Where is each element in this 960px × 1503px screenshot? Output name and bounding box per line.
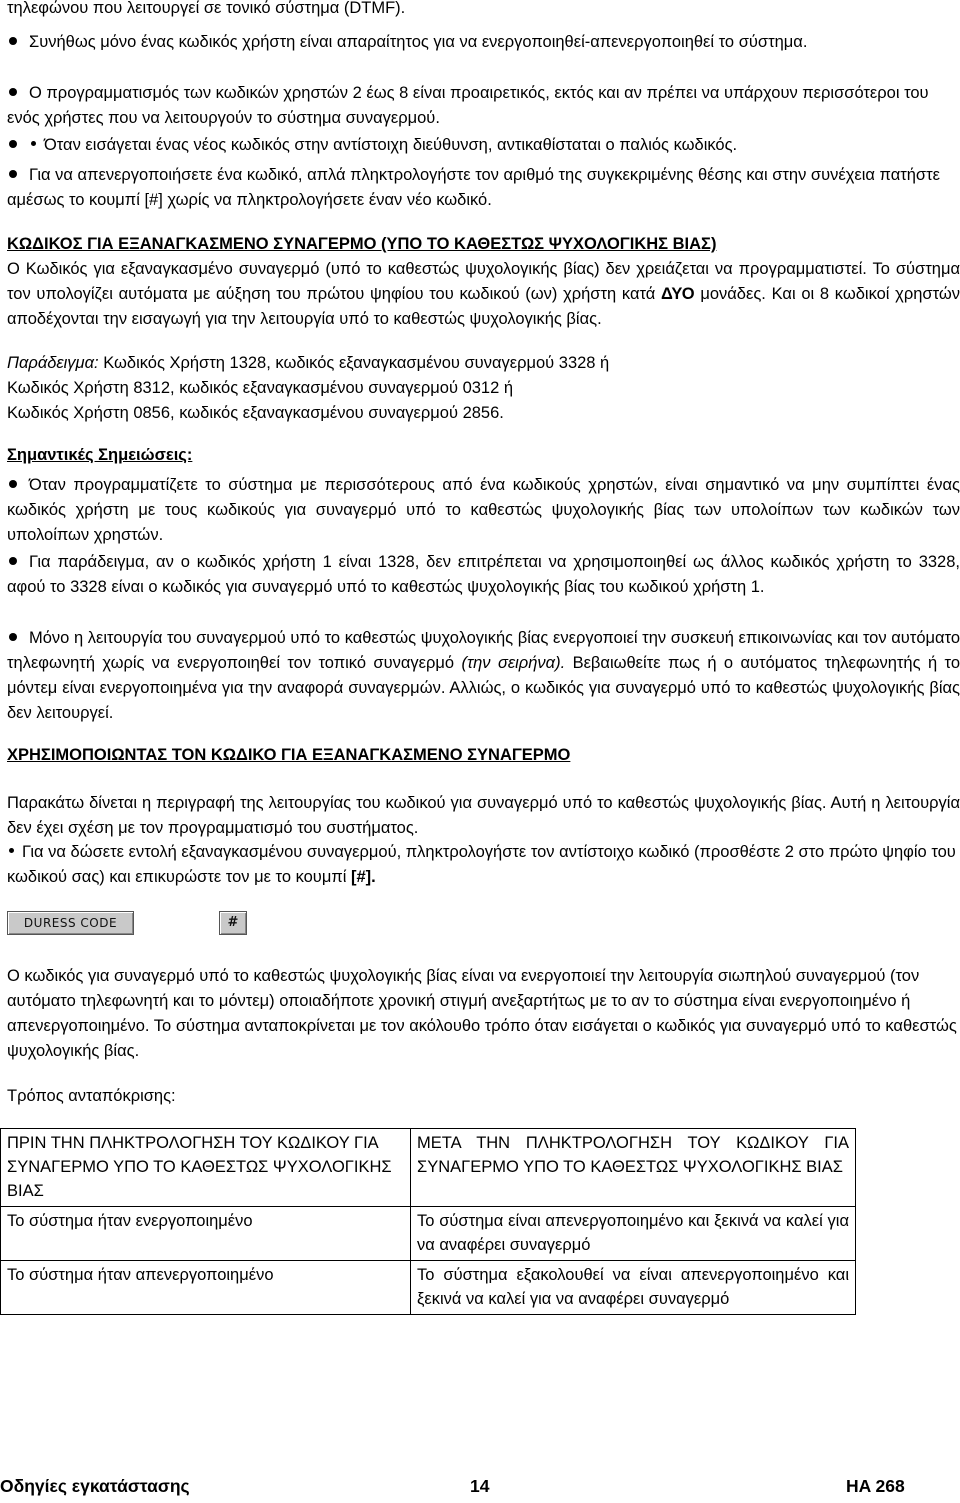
bullet-duress-command: Για να δώσετε εντολή εξαναγκασμένου συναγερμού, πληκτρολογήστε τον αντίστοιχο κωδικό (προσθέστε 2 στο πρώτο ψηφίο του κωδικού σας) και επικυρώστε τον με το κουμπί [#]. [7,843,956,886]
bullet-icon [9,633,17,641]
keypad-sequence [7,911,247,935]
table-cell: Το σύστημα ήταν ενεργοποιημένο [1,1207,411,1261]
table-header-after: ΜΕΤΑ ΤΗΝ ΠΛΗΚΤΡΟΛΟΓΗΣΗ ΤΟΥ ΚΩΔΙΚΟΥ ΓΙΑ ΣΥΝΑΓΕΡΜΟ ΥΠΟ ΤΟ ΚΑΘΕΣΤΩΣ ΨΥΧΟΛΟΓΙΚΗΣ ΒΙΑΣ [411,1129,856,1207]
bullet-icon [9,88,17,96]
page-number: 14 [470,1476,490,1496]
table-row [1,1207,856,1261]
label-response-mode: Τρόπος ανταπόκρισης: [7,1087,176,1105]
bullet-icon [9,170,17,178]
table-cell: Το σύστημα είναι απενεργοποιημένο και ξεκινά να καλεί για να αναφέρει συναγερμό [411,1207,856,1261]
examples: Παράδειγμα: Κωδικός Χρήστη 1328, κωδικός εξαναγκασμένου συναγερμού 3328 ή Κωδικός Χρήστη 8312, κωδικός εξαναγκασμένου συναγερμού 0312 ή Κωδικός Χρήστη 0856, κωδικός εξαναγκασμένου συναγερμού 2856. [7,354,610,422]
table-cell: Το σύστημα εξακολουθεί να είναι απενεργοποιημένο και ξεκινά να καλεί για να αναφέρει συναγερμό [411,1261,856,1315]
bullet-optional-codes: Ο προγραμματισμός των κωδικών χρηστών 2 έως 8 είναι προαιρετικός, εκτός και αν πρέπει να υπάρχουν περισσότεροι του ενός χρήστες που να λειτουργούν το σύστημα συναγερμού. [7,84,929,127]
note-overlap: Όταν προγραμματίζετε το σύστημα με περισσότερους από ένα κωδικούς χρηστών, είναι σημαντικό να μην συμπίπτει ένας κωδικός χρήστη με τους κωδικούς για συναγερμό υπό το καθεστώς ψυχολογικής βίας των υπολοίπων των κωδικών των υπολοίπων χρηστών. [7,476,960,544]
bullet-icon [9,37,17,45]
table-row [1,1129,856,1207]
bullet-small-icon [9,848,14,853]
response-table [0,1128,856,1315]
table-header-before: ΠΡΙΝ ΤΗΝ ΠΛΗΚΤΡΟΛΟΓΗΣΗ ΤΟΥ ΚΩΔΙΚΟΥ ΓΙΑ ΣΥΝΑΓΕΡΜΟ ΥΠΟ ΤΟ ΚΑΘΕΣΤΩΣ ΨΥΧΟΛΟΓΙΚΗΣ ΒΙΑΣ [1,1129,411,1207]
duress-code-key: DURESS CODE [7,911,134,935]
bullet-icon [9,557,17,565]
heading-using-duress-code: ΧΡΗΣΙΜΟΠΟΙΩΝΤΑΣ ΤΟΝ ΚΩΔΙΚΟ ΓΙΑ ΕΞΑΝΑΓΚΑΣΜΕΝΟ ΣΥΝΑΓΕΡΜΟ [7,746,571,764]
footer-model: HA 268 [846,1476,905,1496]
bullet-replace-code: Όταν εισάγεται ένας νέος κωδικός στην αντίστοιχη διεύθυνση, αντικαθίσταται ο παλιός κωδικός. [7,133,960,158]
heading-important-notes: Σημαντικές Σημειώσεις: [7,446,193,464]
note-example: Για παράδειγμα, αν ο κωδικός χρήστη 1 είναι 1328, δεν επιτρέπεται να χρησιμοποιηθεί ως άλλος κωδικός χρήστη το 3328, αφού το 3328 είναι ο κωδικός για συναγερμό υπό το καθεστώς ψυχολογικής βίας του κωδικού χρήστη 1. [7,553,960,596]
paragraph-dtmf: τηλεφώνου που λειτουργεί σε τονικό σύστημα (DTMF). [7,0,406,17]
bullet-icon [9,140,17,148]
hash-key: # [219,911,247,935]
paragraph-description: Παρακάτω δίνεται η περιγραφή της λειτουργίας του κωδικού για συναγερμό υπό το καθεστώς ψυχολογικής βίας. Αυτή η λειτουργία δεν έχει σχέση με τον προγραμματισμό του συστήματος. [7,794,960,837]
bullet-single-code: Συνήθως μόνο ένας κωδικός χρήστη είναι απαραίτητος για να ενεργοποιηθεί-απενεργοποιηθεί το σύστημα. [7,30,960,55]
footer-title: Οδηγίες εγκατάστασης [0,1476,190,1496]
note-silent-alarm: Μόνο η λειτουργία του συναγερμού υπό το καθεστώς ψυχολογικής βίας ενεργοποιεί την συσκευή επικοινωνίας και τον αυτόματο τηλεφωνητή χωρίς να ενεργοποιηθεί τον τοπικό συναγερμό (την σειρήνα). Βεβαιωθείτε πως ή ο αυτόματος τηλεφωνητής ή το μόντεμ είναι ενεργοποιημένα για την αναφορά συναγερμών. Αλλιώς, ο κωδικός για συναγερμό υπό το καθεστώς ψυχολογικής βίας δεν λειτουργεί. [7,629,960,722]
example-label: Παράδειγμα: [7,354,99,372]
heading-duress-code: ΚΩΔΙΚΟΣ ΓΙΑ ΕΞΑΝΑΓΚΑΣΜΕΝΟ ΣΥΝΑΓΕΡΜΟ (ΥΠΟ ΤΟ ΚΑΘΕΣΤΩΣ ΨΥΧΟΛΟΓΙΚΗΣ ΒΙΑΣ) [7,235,717,253]
bullet-small-icon [31,141,36,146]
section-duress-code: ΚΩΔΙΚΟΣ ΓΙΑ ΕΞΑΝΑΓΚΑΣΜΕΝΟ ΣΥΝΑΓΕΡΜΟ (ΥΠΟ ΤΟ ΚΑΘΕΣΤΩΣ ΨΥΧΟΛΟΓΙΚΗΣ ΒΙΑΣ) Ο Κωδικός για εξαναγκασμένο συναγερμό (υπό το καθεστώς ψυχολογικής βίας) δεν χρειάζεται να προγραμματιστεί. Το σύστημα τον υπολογίζει αυτόματα με αύξηση του πρώτου ψηφίου του κωδικού (ων) χρήστη κατά ΔΥΟ μονάδες. Και οι 8 κωδικοί χρηστών αποδέχονται την εισαγωγή για την λειτουργία υπό το καθεστώς ψυχολογικής βίας. [7,235,960,328]
table-row [1,1261,856,1315]
table-cell: Το σύστημα ήταν απενεργοποιημένο [1,1261,411,1315]
paragraph-silent-alarm: Ο κωδικός για συναγερμό υπό το καθεστώς ψυχολογικής βίας είναι να ενεργοποιεί την λειτουργία σιωπηλού συναγερμού (τον αυτόματο τηλεφωνητή και το μόντεμ) οποιαδήποτε χρονική στιγμή ανεξαρτήτως με το αν το σύστημα είναι ενεργοποιημένο ή απενεργοποιημένο. Το σύστημα ανταποκρίνεται με τον ακόλουθο τρόπο όταν εισάγεται ο κωδικός για συναγερμό υπό το καθεστώς ψυχολογικής βίας. [7,967,957,1060]
bullet-icon [9,480,17,488]
bullet-disable-code: Για να απενεργοποιήσετε ένα κωδικό, απλά πληκτρολογήστε τον αριθμό της συγκεκριμένης θέσης και στην συνέχεια πατήστε αμέσως το κουμπί [#] χωρίς να πληκτρολογήσετε έναν νέο κωδικό. [7,166,940,209]
